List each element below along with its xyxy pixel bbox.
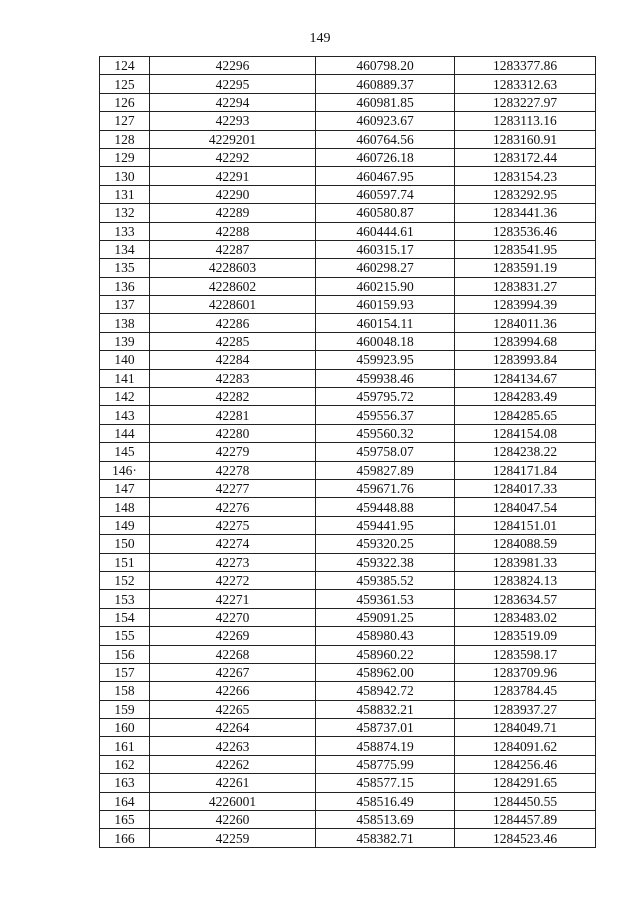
- row-number-cell: 133: [100, 222, 150, 240]
- point-id-cell: 42277: [150, 479, 316, 497]
- x-coordinate-cell: 459560.32: [316, 424, 455, 442]
- x-coordinate-cell: 458513.69: [316, 811, 455, 829]
- row-number-cell: 142: [100, 388, 150, 406]
- x-coordinate-cell: 459556.37: [316, 406, 455, 424]
- table-row: [100, 388, 596, 406]
- y-coordinate-cell: 1283993.84: [455, 351, 596, 369]
- row-number-cell: 160: [100, 719, 150, 737]
- x-coordinate-cell: 459758.07: [316, 443, 455, 461]
- row-number-cell: 132: [100, 204, 150, 222]
- table-row: [100, 682, 596, 700]
- row-number-cell: 157: [100, 663, 150, 681]
- table-row: [100, 332, 596, 350]
- x-coordinate-cell: 459385.52: [316, 571, 455, 589]
- x-coordinate-cell: 458775.99: [316, 755, 455, 773]
- row-number-cell: 124: [100, 57, 150, 75]
- point-id-cell: 42272: [150, 571, 316, 589]
- x-coordinate-cell: 460048.18: [316, 332, 455, 350]
- point-id-cell: 4226001: [150, 792, 316, 810]
- x-coordinate-cell: 460889.37: [316, 75, 455, 93]
- x-coordinate-cell: 459827.89: [316, 461, 455, 479]
- coordinates-table-body: [100, 57, 596, 848]
- row-number-cell: 164: [100, 792, 150, 810]
- y-coordinate-cell: 1283441.36: [455, 204, 596, 222]
- table-row: [100, 314, 596, 332]
- y-coordinate-cell: 1283591.19: [455, 259, 596, 277]
- table-row: [100, 277, 596, 295]
- y-coordinate-cell: 1283981.33: [455, 553, 596, 571]
- y-coordinate-cell: 1283160.91: [455, 130, 596, 148]
- table-row: [100, 535, 596, 553]
- row-number-cell: 137: [100, 296, 150, 314]
- page-number: 149: [309, 31, 331, 46]
- point-id-cell: 42291: [150, 167, 316, 185]
- point-id-cell: 42269: [150, 627, 316, 645]
- point-id-cell: 42274: [150, 535, 316, 553]
- point-id-cell: 42289: [150, 204, 316, 222]
- table-row: [100, 185, 596, 203]
- x-coordinate-cell: 458516.49: [316, 792, 455, 810]
- y-coordinate-cell: 1283292.95: [455, 185, 596, 203]
- y-coordinate-cell: 1283784.45: [455, 682, 596, 700]
- y-coordinate-cell: 1284047.54: [455, 498, 596, 516]
- x-coordinate-cell: 460444.61: [316, 222, 455, 240]
- x-coordinate-cell: 460798.20: [316, 57, 455, 75]
- point-id-cell: 42276: [150, 498, 316, 516]
- row-number-cell: 154: [100, 608, 150, 626]
- point-id-cell: 42265: [150, 700, 316, 718]
- point-id-cell: 4228601: [150, 296, 316, 314]
- row-number-cell: 138: [100, 314, 150, 332]
- point-id-cell: 42292: [150, 148, 316, 166]
- row-number-cell: 144: [100, 424, 150, 442]
- x-coordinate-cell: 458874.19: [316, 737, 455, 755]
- row-number-cell: 131: [100, 185, 150, 203]
- x-coordinate-cell: 460923.67: [316, 112, 455, 130]
- point-id-cell: 42260: [150, 811, 316, 829]
- y-coordinate-cell: 1284154.08: [455, 424, 596, 442]
- point-id-cell: 42279: [150, 443, 316, 461]
- row-number-cell: 136: [100, 277, 150, 295]
- row-number-cell: 161: [100, 737, 150, 755]
- y-coordinate-cell: 1283994.68: [455, 332, 596, 350]
- row-number-cell: 150: [100, 535, 150, 553]
- x-coordinate-cell: 460764.56: [316, 130, 455, 148]
- point-id-cell: 42282: [150, 388, 316, 406]
- y-coordinate-cell: 1284238.22: [455, 443, 596, 461]
- row-number-cell: 125: [100, 75, 150, 93]
- y-coordinate-cell: 1284291.65: [455, 774, 596, 792]
- y-coordinate-cell: 1283536.46: [455, 222, 596, 240]
- y-coordinate-cell: 1283377.86: [455, 57, 596, 75]
- point-id-cell: 42259: [150, 829, 316, 847]
- table-row: [100, 700, 596, 718]
- point-id-cell: 4228602: [150, 277, 316, 295]
- point-id-cell: 4229201: [150, 130, 316, 148]
- coordinates-table: [99, 56, 596, 848]
- row-number-cell: 152: [100, 571, 150, 589]
- x-coordinate-cell: 460315.17: [316, 240, 455, 258]
- x-coordinate-cell: 459361.53: [316, 590, 455, 608]
- y-coordinate-cell: 1284523.46: [455, 829, 596, 847]
- x-coordinate-cell: 460159.93: [316, 296, 455, 314]
- x-coordinate-cell: 458382.71: [316, 829, 455, 847]
- table-row: [100, 130, 596, 148]
- x-coordinate-cell: 459322.38: [316, 553, 455, 571]
- row-number-cell: 145: [100, 443, 150, 461]
- table-row: [100, 571, 596, 589]
- table-row: [100, 57, 596, 75]
- x-coordinate-cell: 459795.72: [316, 388, 455, 406]
- x-coordinate-cell: 459923.95: [316, 351, 455, 369]
- row-number-cell: 135: [100, 259, 150, 277]
- row-number-cell: 163: [100, 774, 150, 792]
- point-id-cell: 42262: [150, 755, 316, 773]
- point-id-cell: 42281: [150, 406, 316, 424]
- y-coordinate-cell: 1284049.71: [455, 719, 596, 737]
- x-coordinate-cell: 460580.87: [316, 204, 455, 222]
- row-number-cell: 146·: [100, 461, 150, 479]
- x-coordinate-cell: 459091.25: [316, 608, 455, 626]
- y-coordinate-cell: 1284134.67: [455, 369, 596, 387]
- row-number-cell: 140: [100, 351, 150, 369]
- x-coordinate-cell: 459938.46: [316, 369, 455, 387]
- y-coordinate-cell: 1284457.89: [455, 811, 596, 829]
- point-id-cell: 42287: [150, 240, 316, 258]
- table-row: [100, 443, 596, 461]
- point-id-cell: 42267: [150, 663, 316, 681]
- x-coordinate-cell: 460467.95: [316, 167, 455, 185]
- y-coordinate-cell: 1284285.65: [455, 406, 596, 424]
- table-row: [100, 424, 596, 442]
- table-row: [100, 737, 596, 755]
- point-id-cell: 42293: [150, 112, 316, 130]
- y-coordinate-cell: 1283483.02: [455, 608, 596, 626]
- row-number-cell: 134: [100, 240, 150, 258]
- y-coordinate-cell: 1283634.57: [455, 590, 596, 608]
- table-row: [100, 829, 596, 847]
- point-id-cell: 42273: [150, 553, 316, 571]
- table-row: [100, 590, 596, 608]
- point-id-cell: 42270: [150, 608, 316, 626]
- row-number-cell: 149: [100, 516, 150, 534]
- table-row: [100, 792, 596, 810]
- row-number-cell: 129: [100, 148, 150, 166]
- point-id-cell: 42280: [150, 424, 316, 442]
- table-row: [100, 259, 596, 277]
- point-id-cell: 42294: [150, 93, 316, 111]
- y-coordinate-cell: 1283709.96: [455, 663, 596, 681]
- y-coordinate-cell: 1284011.36: [455, 314, 596, 332]
- row-number-cell: 139: [100, 332, 150, 350]
- x-coordinate-cell: 460726.18: [316, 148, 455, 166]
- table-row: [100, 93, 596, 111]
- point-id-cell: 42275: [150, 516, 316, 534]
- x-coordinate-cell: 460597.74: [316, 185, 455, 203]
- row-number-cell: 143: [100, 406, 150, 424]
- table-row: [100, 553, 596, 571]
- table-row: [100, 516, 596, 534]
- row-number-cell: 128: [100, 130, 150, 148]
- y-coordinate-cell: 1284171.84: [455, 461, 596, 479]
- row-number-cell: 158: [100, 682, 150, 700]
- row-number-cell: 130: [100, 167, 150, 185]
- x-coordinate-cell: 458980.43: [316, 627, 455, 645]
- y-coordinate-cell: 1283519.09: [455, 627, 596, 645]
- x-coordinate-cell: 458737.01: [316, 719, 455, 737]
- point-id-cell: 4228603: [150, 259, 316, 277]
- row-number-cell: 127: [100, 112, 150, 130]
- table-row: [100, 75, 596, 93]
- x-coordinate-cell: 460298.27: [316, 259, 455, 277]
- x-coordinate-cell: 458942.72: [316, 682, 455, 700]
- y-coordinate-cell: 1284256.46: [455, 755, 596, 773]
- x-coordinate-cell: 459671.76: [316, 479, 455, 497]
- table-row: [100, 627, 596, 645]
- x-coordinate-cell: 458962.00: [316, 663, 455, 681]
- table-row: [100, 406, 596, 424]
- y-coordinate-cell: 1283937.27: [455, 700, 596, 718]
- table-row: [100, 774, 596, 792]
- point-id-cell: 42296: [150, 57, 316, 75]
- x-coordinate-cell: 460981.85: [316, 93, 455, 111]
- y-coordinate-cell: 1284151.01: [455, 516, 596, 534]
- row-number-cell: 153: [100, 590, 150, 608]
- x-coordinate-cell: 458832.21: [316, 700, 455, 718]
- table-row: [100, 461, 596, 479]
- table-row: [100, 167, 596, 185]
- y-coordinate-cell: 1283154.23: [455, 167, 596, 185]
- y-coordinate-cell: 1283994.39: [455, 296, 596, 314]
- x-coordinate-cell: 460215.90: [316, 277, 455, 295]
- x-coordinate-cell: 458960.22: [316, 645, 455, 663]
- row-number-cell: 165: [100, 811, 150, 829]
- table-row: [100, 719, 596, 737]
- y-coordinate-cell: 1283227.97: [455, 93, 596, 111]
- y-coordinate-cell: 1283831.27: [455, 277, 596, 295]
- table-row: [100, 479, 596, 497]
- y-coordinate-cell: 1284091.62: [455, 737, 596, 755]
- y-coordinate-cell: 1284017.33: [455, 479, 596, 497]
- row-number-cell: 166: [100, 829, 150, 847]
- point-id-cell: 42290: [150, 185, 316, 203]
- row-number-cell: 159: [100, 700, 150, 718]
- table-row: [100, 498, 596, 516]
- x-coordinate-cell: 460154.11: [316, 314, 455, 332]
- table-row: [100, 755, 596, 773]
- row-number-cell: 141: [100, 369, 150, 387]
- row-number-cell: 151: [100, 553, 150, 571]
- y-coordinate-cell: 1283824.13: [455, 571, 596, 589]
- row-number-cell: 126: [100, 93, 150, 111]
- table-row: [100, 608, 596, 626]
- x-coordinate-cell: 459320.25: [316, 535, 455, 553]
- x-coordinate-cell: 458577.15: [316, 774, 455, 792]
- table-row: [100, 112, 596, 130]
- x-coordinate-cell: 459448.88: [316, 498, 455, 516]
- y-coordinate-cell: 1283172.44: [455, 148, 596, 166]
- row-number-cell: 147: [100, 479, 150, 497]
- table-row: [100, 240, 596, 258]
- y-coordinate-cell: 1284283.49: [455, 388, 596, 406]
- x-coordinate-cell: 459441.95: [316, 516, 455, 534]
- point-id-cell: 42295: [150, 75, 316, 93]
- row-number-cell: 162: [100, 755, 150, 773]
- point-id-cell: 42284: [150, 351, 316, 369]
- table-row: [100, 811, 596, 829]
- point-id-cell: 42266: [150, 682, 316, 700]
- point-id-cell: 42288: [150, 222, 316, 240]
- point-id-cell: 42286: [150, 314, 316, 332]
- y-coordinate-cell: 1284450.55: [455, 792, 596, 810]
- point-id-cell: 42271: [150, 590, 316, 608]
- table-row: [100, 222, 596, 240]
- table-row: [100, 296, 596, 314]
- point-id-cell: 42285: [150, 332, 316, 350]
- row-number-cell: 155: [100, 627, 150, 645]
- table-row: [100, 663, 596, 681]
- table-row: [100, 351, 596, 369]
- table-row: [100, 148, 596, 166]
- y-coordinate-cell: 1283113.16: [455, 112, 596, 130]
- point-id-cell: 42278: [150, 461, 316, 479]
- table-row: [100, 645, 596, 663]
- y-coordinate-cell: 1283598.17: [455, 645, 596, 663]
- row-number-cell: 156: [100, 645, 150, 663]
- row-number-cell: 148: [100, 498, 150, 516]
- table-row: [100, 204, 596, 222]
- point-id-cell: 42283: [150, 369, 316, 387]
- table-row: [100, 369, 596, 387]
- point-id-cell: 42261: [150, 774, 316, 792]
- point-id-cell: 42264: [150, 719, 316, 737]
- y-coordinate-cell: 1284088.59: [455, 535, 596, 553]
- point-id-cell: 42263: [150, 737, 316, 755]
- point-id-cell: 42268: [150, 645, 316, 663]
- y-coordinate-cell: 1283541.95: [455, 240, 596, 258]
- y-coordinate-cell: 1283312.63: [455, 75, 596, 93]
